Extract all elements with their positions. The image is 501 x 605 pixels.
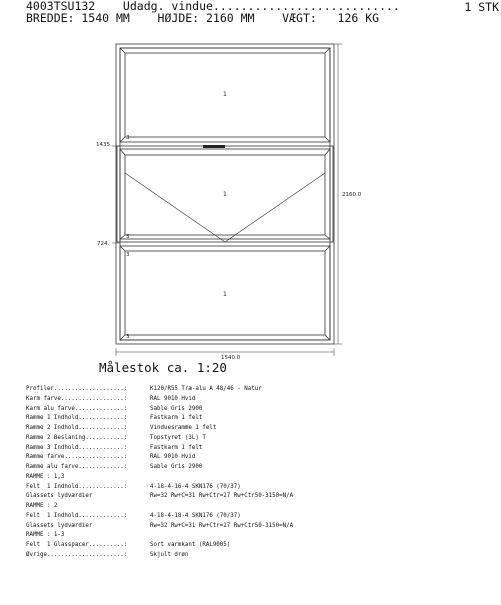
spec-key: RAMME : 1,3 xyxy=(26,473,65,480)
spec-row xyxy=(26,531,293,541)
spec-row xyxy=(26,385,293,395)
spec-row xyxy=(26,405,293,415)
spec-value: 4-18-4-16-4 SKN176 (70/37) xyxy=(150,483,241,490)
spec-row xyxy=(26,453,293,463)
spec-value: Sable Gris 2900 xyxy=(150,464,203,470)
spec-value: RAL 9010 Hvid xyxy=(150,454,196,461)
spec-key: Øvrige......................: xyxy=(26,551,128,558)
spec-key: Ramme 2 Beslaning...........: xyxy=(26,434,128,441)
spec-row xyxy=(26,434,293,444)
spec-value: Topstyret (3L) T xyxy=(150,434,206,441)
quantity: 1 STK xyxy=(464,0,499,14)
spec-value: Skjult drøn xyxy=(150,551,189,558)
corner-label: 3 xyxy=(126,234,130,240)
spec-row xyxy=(26,483,293,493)
spec-row xyxy=(26,424,293,434)
dim-height-label: 2160.0 xyxy=(342,192,362,198)
spec-value: RAL 9010 Hvid xyxy=(150,395,196,402)
spec-key: Ramme 1 Indhold.............: xyxy=(26,415,128,422)
spec-value: Fastkarm 1 felt xyxy=(150,415,203,422)
pane-label: 1 xyxy=(223,91,227,98)
spec-key: RAMME : 2 xyxy=(26,503,58,509)
spec-row xyxy=(26,522,293,532)
spec-value: Vinduesramme 1 felt xyxy=(150,425,217,431)
spec-key: Ramme 3 Indhold.............: xyxy=(26,444,128,451)
spec-value: Fastkarm 1 felt xyxy=(150,444,203,451)
spec-row xyxy=(26,492,293,502)
opening-indicator xyxy=(125,173,325,242)
spec-key: Ramme 2 Indhold.............: xyxy=(26,425,128,431)
spec-key: Glassets lydværdier xyxy=(26,493,93,500)
dim-lower-label: 724. xyxy=(97,241,110,247)
spec-key: Felt 1 Indhold.............: xyxy=(26,512,128,519)
spec-value: 4-18-4-18-4 SKN176 (70/37) xyxy=(150,512,241,519)
spec-row xyxy=(26,444,293,454)
corner-label: 3 xyxy=(126,252,130,258)
dim-upper-label: 1435. xyxy=(96,142,112,148)
spec-row xyxy=(26,512,293,522)
spec-value: Rw=32 Rw+C=31 Rw+Ctr=27 Rw+Ctr50-3150=N/A xyxy=(150,493,294,500)
corner-label: 3 xyxy=(126,334,130,340)
corner-label: 3 xyxy=(126,135,130,141)
spec-row xyxy=(26,473,293,483)
spec-key: Felt 1 Glasspacer..........: xyxy=(26,542,128,548)
spec-key: Ramme alu farve.............: xyxy=(26,464,128,470)
header-dimensions: BREDDE: 1540 MM HØJDE: 2160 MM VÆGT: 126 KG xyxy=(26,11,380,25)
header-title: 4003TSU132 Udadg. vindue........................... xyxy=(26,0,400,13)
spec-key: Profiler....................: xyxy=(26,386,128,392)
spec-key: RAMME : 1-3 xyxy=(26,532,65,539)
spec-row xyxy=(26,551,293,561)
spec-key: Karm farve..................: xyxy=(26,395,128,402)
handle xyxy=(203,145,225,148)
spec-row xyxy=(26,502,293,512)
spec-value: K120/R55 Træ-alu A 48/46 - Natur xyxy=(150,386,262,392)
spec-row xyxy=(26,414,293,424)
spec-key: Ramme farve.................: xyxy=(26,454,128,461)
scale-label: Målestok ca. 1:20 xyxy=(99,360,227,375)
spec-value: Sort varmkant (RAL9005) xyxy=(150,542,231,548)
spec-key: Karm alu farve..............: xyxy=(26,405,128,412)
spec-value: Rw=32 Rw+C=31 Rw+Ctr=27 Rw+Ctr50-3150=N/A xyxy=(150,522,294,529)
spec-value: Sable Gris 2900 xyxy=(150,405,203,412)
dim-width-label: 1540.0 xyxy=(221,355,241,361)
spec-row xyxy=(26,463,293,473)
spec-key: Glassets lydværdier xyxy=(26,522,93,529)
spec-list xyxy=(26,385,293,561)
spec-row xyxy=(26,395,293,405)
pane-label: 1 xyxy=(223,191,227,198)
pane-label: 1 xyxy=(223,291,227,298)
spec-row xyxy=(26,541,293,551)
spec-key: Felt 1 Indhold.............: xyxy=(26,483,128,490)
